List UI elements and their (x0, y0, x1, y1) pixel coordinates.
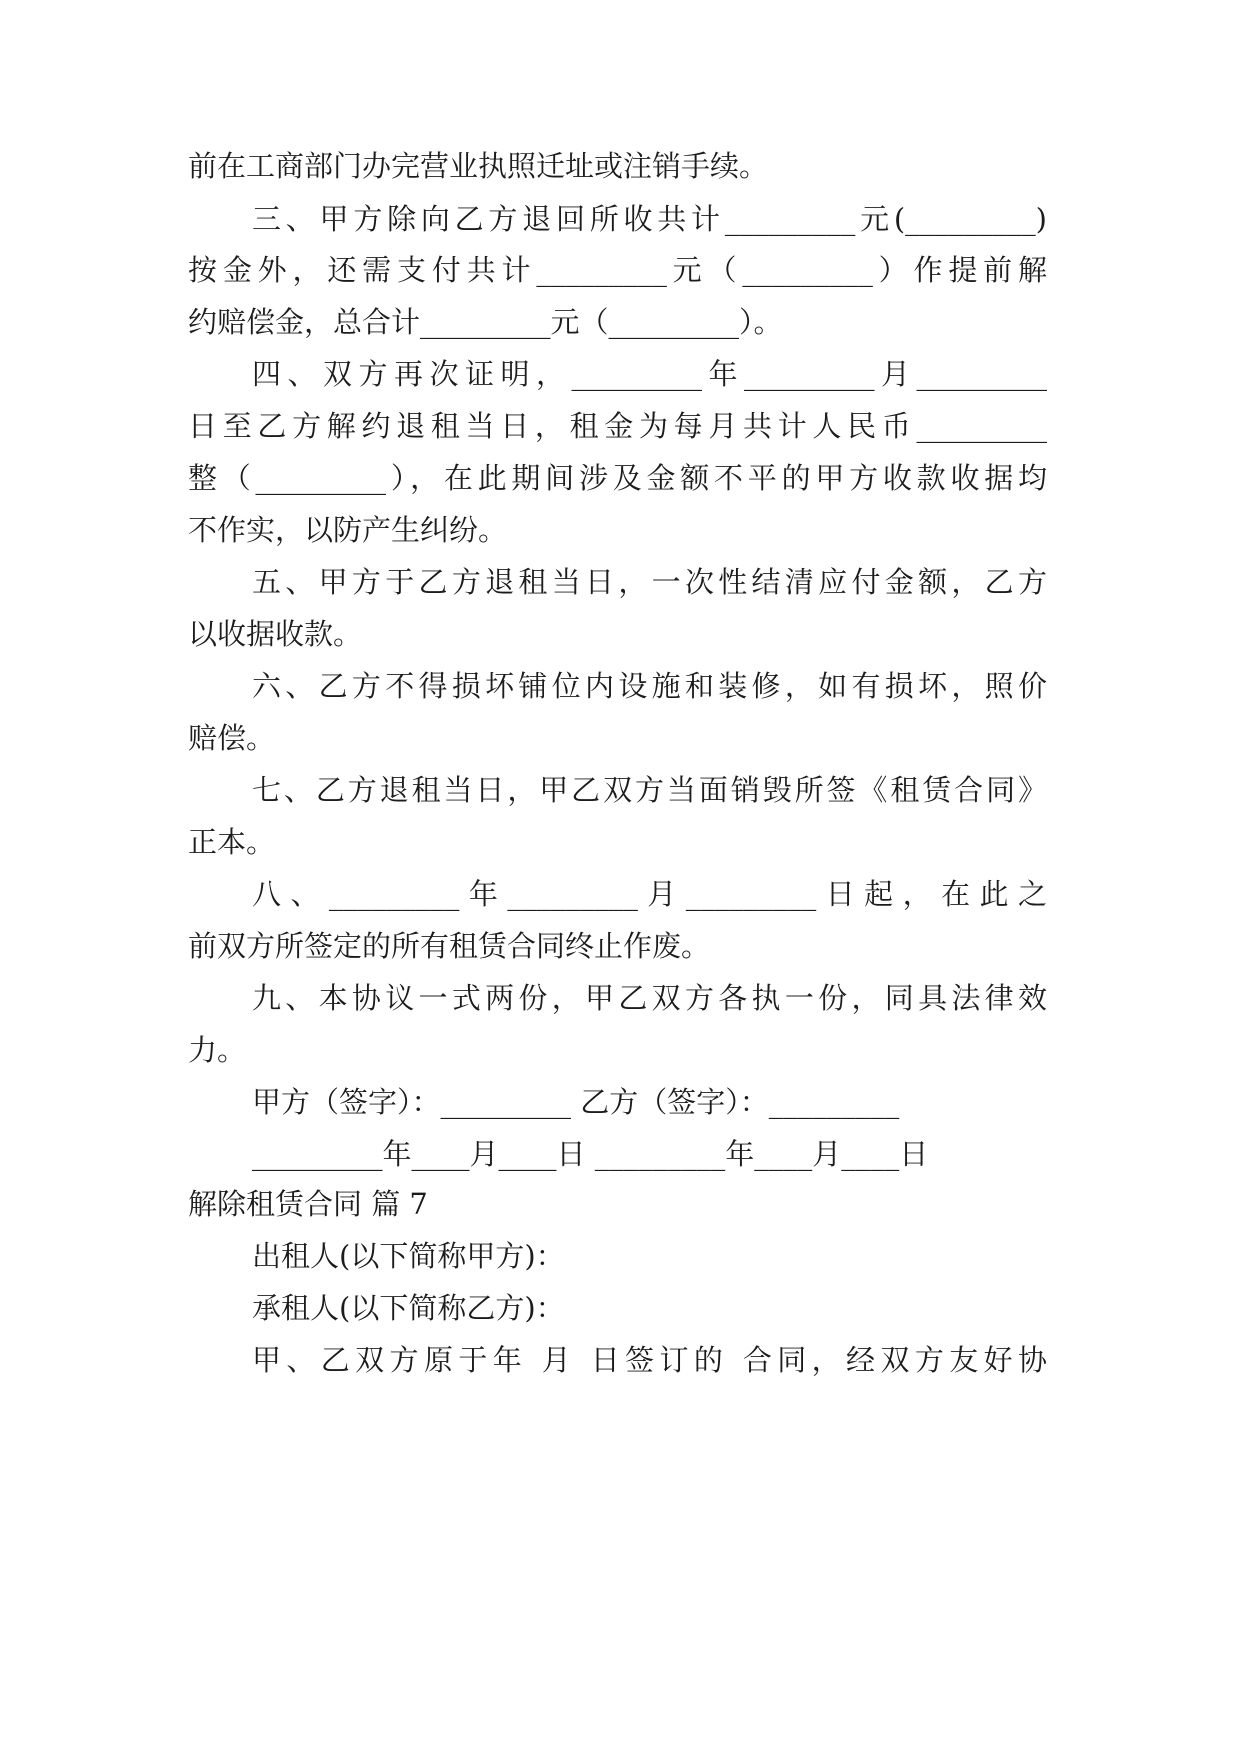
text-line: 八、_________年_________月_________日起，在此之 (252, 877, 1047, 911)
text-line: 不作实，以防产生纠纷。 (188, 513, 508, 547)
text-line: 五、甲方于乙方退租当日，一次性结清应付金额，乙方 (252, 565, 1047, 599)
text-line: 承租人(以下简称乙方)： (252, 1291, 565, 1325)
text-line: 九、本协议一式两份，甲乙双方各执一份，同具法律效 (252, 981, 1047, 1015)
date-line: _________年____月____日 _________年____月____日 (252, 1137, 929, 1171)
text-line: 日至乙方解约退租当日，租金为每月共计人民币_________ (188, 409, 1047, 443)
text-line: 七、乙方退租当日，甲乙双方当面销毁所签《租赁合同》 (252, 773, 1047, 807)
text-line: 出租人(以下简称甲方)： (252, 1239, 565, 1273)
text-line: 六、乙方不得损坏铺位内设施和装修，如有损坏，照价 (252, 669, 1047, 703)
section-heading: 解除租赁合同 篇 7 (188, 1187, 428, 1221)
text-line: 约赔偿金，总合计_________元（_________）。 (188, 305, 783, 339)
text-line: 按金外，还需支付共计_________元（_________）作提前解 (188, 253, 1047, 287)
text-line: 力。 (188, 1033, 247, 1067)
text-line: 甲、乙双方原于年 月 日签订的 合同，经双方友好协 (252, 1343, 1047, 1377)
text-line: 前在工商部门办完营业执照迁址或注销手续。 (188, 149, 769, 183)
text-line: 整（_________），在此期间涉及金额不平的甲方收款收据均 (188, 461, 1047, 495)
text-line: 赔偿。 (188, 721, 276, 755)
text-line: 正本。 (188, 825, 276, 859)
signature-line: 甲方（签字）：_________ 乙方（签字）：_________ (252, 1085, 900, 1119)
text-line: 以收据收款。 (188, 617, 363, 651)
text-line: 前双方所签定的所有租赁合同终止作废。 (188, 929, 711, 963)
text-line: 三、甲方除向乙方退回所收共计_________元(_________) (252, 202, 1047, 236)
text-line: 四、双方再次证明，_________年_________月_________ (252, 357, 1047, 391)
